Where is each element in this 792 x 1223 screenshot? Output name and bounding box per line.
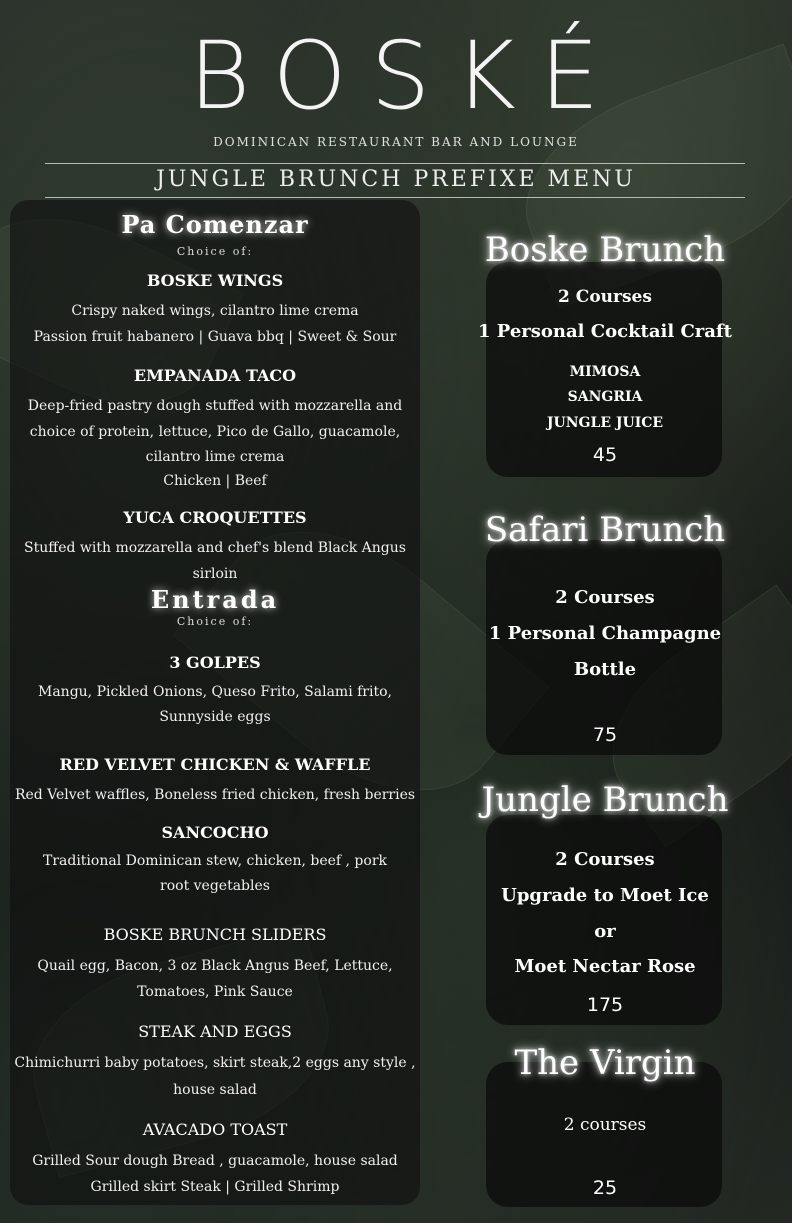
section-title-pa-comenzar: Pa Comenzar [121,210,309,239]
package-line: 2 Courses [558,287,652,307]
package-line: 2 courses [563,1115,647,1135]
item-desc: Traditional Dominican stew, chicken, beef , pork [42,853,387,869]
item-desc: Grilled Sour dough Bread , guacamole, house salad [32,1153,398,1169]
item-desc: Chicken | Beef [163,473,267,489]
package-drink: SANGRIA [567,389,643,405]
item-name-red-velvet: RED VELVET CHICKEN & WAFFLE [59,755,371,774]
package-price: 25 [592,1177,618,1199]
package-title-safari-brunch: Safari Brunch [484,510,726,550]
item-desc: Passion fruit habanero | Guava bbq | Sweet & Sour [33,329,397,345]
item-desc: Deep-fried pastry dough stuffed with mozzarella and [27,398,403,414]
item-name-avacado-toast: AVACADO TOAST [142,1120,288,1139]
item-name-empanada-taco: EMPANADA TACO [133,366,297,385]
item-desc: Sunnyside eggs [159,709,271,725]
item-desc: house salad [173,1082,257,1098]
package-price: 75 [592,724,618,746]
package-title-the-virgin: The Virgin [514,1043,696,1083]
package-line: 2 Courses [555,587,655,608]
item-desc: Chimichurri baby potatoes, skirt steak,2 eggs any style , [14,1055,416,1071]
item-name-boske-wings: BOSKE WINGS [146,271,284,290]
package-price: 175 [586,994,624,1016]
package-title-jungle-brunch: Jungle Brunch [481,780,729,820]
item-desc: Mangu, Pickled Onions, Queso Frito, Salami frito, [38,684,392,700]
item-desc: cilantro lime crema [145,449,285,465]
package-line: Bottle [573,659,637,680]
package-line: 1 Personal Cocktail Craft [478,321,732,342]
item-desc: Quail egg, Bacon, 3 oz Black Angus Beef, Lettuce, [37,958,393,974]
brand-logo: BOSKÉ [188,22,624,131]
item-name-yuca-croquettes: YUCA CROQUETTES [123,508,307,527]
package-line: 2 Courses [555,849,655,870]
item-desc: Grilled skirt Steak | Grilled Shrimp [90,1179,340,1195]
package-price: 45 [592,444,618,466]
item-name-steak-and-eggs: STEAK AND EGGS [138,1022,292,1041]
item-name-3-golpes: 3 GOLPES [169,653,261,672]
package-box-safari-brunch [486,540,722,755]
menu-title: JUNGLE BRUNCH PREFIXE MENU [156,167,636,192]
package-line: 1 Personal Champagne [488,623,722,644]
package-line: or [594,921,616,942]
divider [45,163,745,164]
tagline: DOMINICAN RESTAURANT BAR AND LOUNGE [213,135,579,149]
package-drink: JUNGLE JUICE [546,415,664,431]
package-line: Moet Nectar Rose [514,956,696,977]
section-subtitle: Choice of: [176,615,254,628]
package-title-boske-brunch: Boske Brunch [484,230,726,270]
divider [45,197,745,198]
section-title-entrada: Entrada [150,585,280,614]
item-desc: Stuffed with mozzarella and chef's blend Black Angus sirloin [24,540,406,582]
package-drink: MIMOSA [569,364,641,380]
package-line: Upgrade to Moet Ice [501,885,709,906]
item-name-brunch-sliders: BOSKE BRUNCH SLIDERS [103,925,327,944]
item-desc: Tomatoes, Pink Sauce [137,984,293,1000]
item-desc: root vegetables [160,878,270,894]
item-desc: choice of protein, lettuce, Pico de Gallo, guacamole, [29,424,401,440]
item-desc: Crispy naked wings, cilantro lime crema [71,303,359,319]
item-name-sancocho: SANCOCHO [161,823,269,842]
item-desc: Red Velvet waffles, Boneless fried chicken, fresh berries [14,787,416,803]
section-subtitle: Choice of: [176,245,254,258]
